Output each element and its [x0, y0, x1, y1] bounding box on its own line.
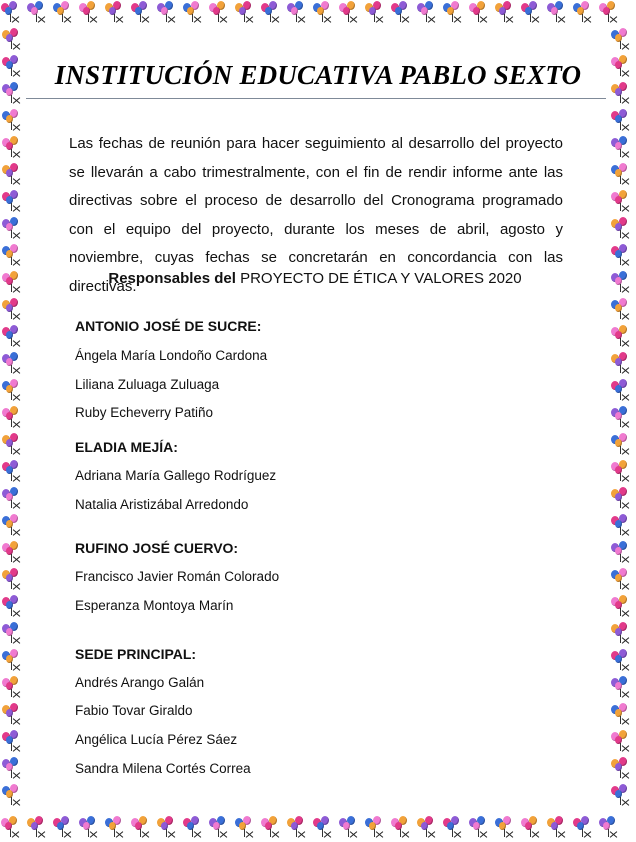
balloon-icon: [572, 1, 596, 25]
balloon-icon: [104, 816, 128, 840]
balloon-icon: [468, 1, 492, 25]
balloon-icon: [610, 352, 634, 376]
balloon-icon: [610, 487, 634, 511]
balloon-icon: [390, 1, 414, 25]
balloon-icon: [416, 816, 440, 840]
balloon-icon: [182, 816, 206, 840]
balloon-icon: [610, 55, 634, 79]
balloon-icon: [520, 1, 544, 25]
balloon-icon: [1, 487, 25, 511]
balloon-icon: [156, 1, 180, 25]
group-title-eladia-mejia: ELADIA MEJÍA:: [75, 439, 178, 455]
balloon-icon: [1, 595, 25, 619]
balloon-icon: [610, 595, 634, 619]
meeting-paragraph: Las fechas de reunión para hacer seguimiento al desarrollo del proyecto se llevarán a cabo trimestralmente, con el fin de rendir informe ante las directivas sobre el proceso de desarrollo del Cronograma programado con el equipo del proyecto, durante los meses de abril, agosto y noviembre, cuyas fechas se concretarán en concordancia con las directivas.: [69, 135, 563, 295]
balloon-icon: [1, 433, 25, 457]
balloon-border-bottom: [0, 814, 636, 842]
balloon-icon: [1, 55, 25, 79]
balloon-icon: [546, 816, 570, 840]
balloon-icon: [610, 622, 634, 646]
balloon-icon: [26, 1, 50, 25]
balloon-icon: [312, 1, 336, 25]
balloon-icon: [610, 649, 634, 673]
group-title-rufino-jose-cuervo: RUFINO JOSÉ CUERVO:: [75, 540, 239, 556]
balloon-icon: [104, 1, 128, 25]
balloon-icon: [1, 325, 25, 349]
member: Ruby Echeverry Patiño: [75, 405, 214, 420]
balloon-icon: [234, 1, 258, 25]
balloon-icon: [610, 109, 634, 133]
balloon-icon: [1, 28, 25, 52]
balloon-icon: [1, 109, 25, 133]
balloon-icon: [610, 541, 634, 565]
balloon-icon: [494, 816, 518, 840]
balloon-icon: [26, 816, 50, 840]
balloon-icon: [130, 816, 154, 840]
balloon-icon: [78, 1, 102, 25]
balloon-icon: [610, 271, 634, 295]
group-title-sucre: ANTONIO JOSÉ DE SUCRE:: [75, 318, 262, 334]
balloon-icon: [130, 1, 154, 25]
member: Natalia Aristizábal Arredondo: [75, 497, 249, 512]
balloon-icon: [1, 82, 25, 106]
balloon-icon: [598, 816, 622, 840]
balloon-icon: [260, 1, 284, 25]
group-title-sede-principal: SEDE PRINCIPAL:: [75, 646, 197, 662]
balloon-icon: [520, 816, 544, 840]
balloon-icon: [1, 703, 25, 727]
document-title: INSTITUCIÓN EDUCATIVA PABLO SEXTO: [54, 60, 582, 90]
member: Esperanza Montoya Marín: [75, 598, 234, 613]
balloon-icon: [1, 298, 25, 322]
balloon-icon: [468, 816, 492, 840]
balloon-icon: [546, 1, 570, 25]
balloon-icon: [1, 379, 25, 403]
balloon-icon: [610, 460, 634, 484]
balloon-icon: [1, 784, 25, 808]
balloon-icon: [364, 1, 388, 25]
responsables-project: PROYECTO DE ÉTICA Y VALORES 2020: [235, 270, 522, 287]
balloon-icon: [610, 514, 634, 538]
balloon-icon: [610, 190, 634, 214]
balloon-icon: [182, 1, 206, 25]
balloon-icon: [390, 816, 414, 840]
balloon-icon: [78, 816, 102, 840]
balloon-icon: [1, 406, 25, 430]
member: Adriana María Gallego Rodríguez: [75, 468, 277, 483]
member: Francisco Javier Román Colorado: [75, 569, 280, 584]
balloon-icon: [0, 1, 24, 25]
balloon-icon: [208, 1, 232, 25]
balloon-icon: [1, 163, 25, 187]
balloon-icon: [52, 816, 76, 840]
balloon-icon: [610, 568, 634, 592]
balloon-icon: [338, 1, 362, 25]
balloon-icon: [364, 816, 388, 840]
balloon-icon: [1, 622, 25, 646]
balloon-icon: [1, 649, 25, 673]
balloon-icon: [610, 433, 634, 457]
member: Angélica Lucía Pérez Sáez: [75, 732, 238, 747]
balloon-icon: [610, 676, 634, 700]
balloon-icon: [610, 406, 634, 430]
balloon-icon: [416, 1, 440, 25]
responsables-prefix: Responsables del: [108, 270, 236, 287]
balloon-icon: [260, 816, 284, 840]
balloon-icon: [1, 676, 25, 700]
balloon-icon: [610, 757, 634, 781]
balloon-icon: [1, 190, 25, 214]
balloon-icon: [208, 816, 232, 840]
balloon-icon: [1, 244, 25, 268]
balloon-icon: [610, 784, 634, 808]
balloon-icon: [338, 816, 362, 840]
balloon-icon: [610, 325, 634, 349]
balloon-icon: [610, 703, 634, 727]
balloon-icon: [1, 271, 25, 295]
balloon-icon: [52, 1, 76, 25]
balloon-icon: [572, 816, 596, 840]
balloon-icon: [1, 730, 25, 754]
balloon-icon: [1, 568, 25, 592]
balloon-icon: [1, 460, 25, 484]
title-divider: [26, 98, 606, 99]
balloon-icon: [0, 816, 24, 840]
balloon-icon: [610, 136, 634, 160]
member: Fabio Tovar Giraldo: [75, 703, 193, 718]
balloon-border-left: [0, 26, 26, 814]
balloon-icon: [598, 1, 622, 25]
balloon-icon: [610, 217, 634, 241]
balloon-icon: [1, 352, 25, 376]
balloon-icon: [1, 217, 25, 241]
balloon-icon: [1, 514, 25, 538]
member: Liliana Zuluaga Zuluaga: [75, 377, 220, 392]
balloon-icon: [610, 730, 634, 754]
balloon-icon: [234, 816, 258, 840]
balloon-icon: [312, 816, 336, 840]
balloon-icon: [610, 28, 634, 52]
balloon-icon: [1, 136, 25, 160]
balloon-icon: [442, 816, 466, 840]
member: Andrés Arango Galán: [75, 675, 205, 690]
member: Ángela María Londoño Cardona: [75, 348, 268, 363]
member: Sandra Milena Cortés Correa: [75, 761, 251, 776]
responsables-heading: [60, 270, 570, 287]
balloon-icon: [156, 816, 180, 840]
balloon-icon: [610, 379, 634, 403]
balloon-icon: [610, 82, 634, 106]
balloon-border-top: [0, 0, 636, 26]
balloon-icon: [1, 541, 25, 565]
balloon-icon: [494, 1, 518, 25]
balloon-icon: [286, 1, 310, 25]
balloon-icon: [286, 816, 310, 840]
balloon-icon: [610, 298, 634, 322]
balloon-icon: [442, 1, 466, 25]
balloon-icon: [1, 757, 25, 781]
balloon-icon: [610, 163, 634, 187]
balloon-icon: [610, 244, 634, 268]
balloon-border-right: [606, 26, 636, 814]
